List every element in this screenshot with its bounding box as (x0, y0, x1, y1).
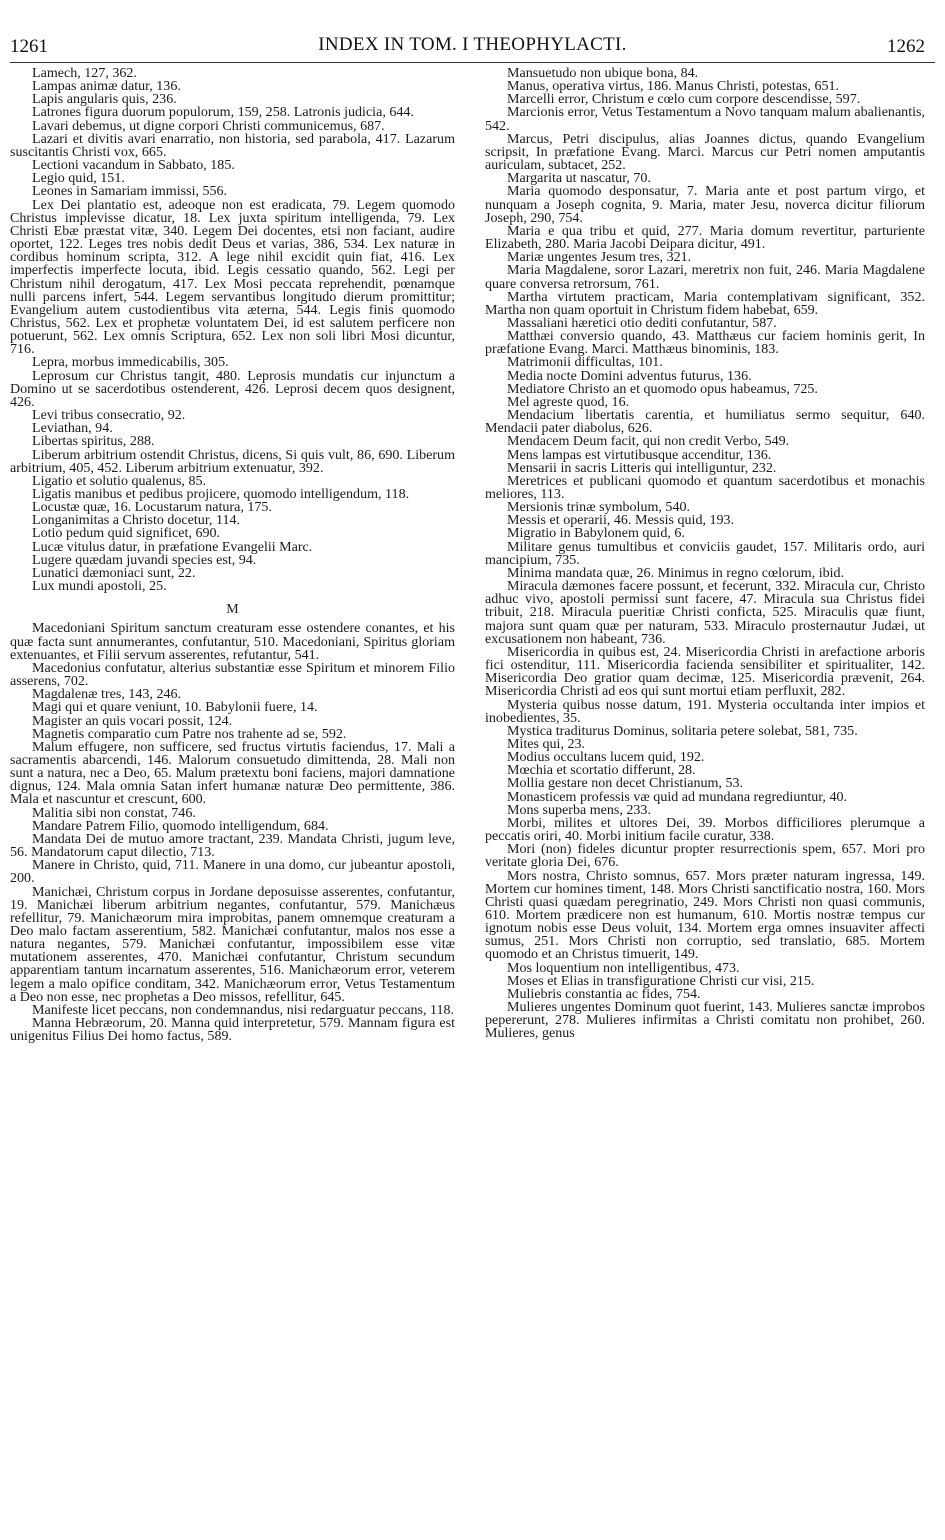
index-entry: Macedoniani Spiritum sanctum creaturam esse ostendere conantes, et his quæ facta sunt annumerantes, confutantur, 510. Macedoniani, Spiritus gloriam extenuantes, et Filii servum asserentes, refutantur, 541. (10, 620, 455, 663)
page-header (0, 32, 945, 58)
index-entry: Marcelli error, Christum e cœlo cum corpore descendisse, 597. (507, 91, 861, 108)
index-entry: Meretrices et publicani quomodo et quantum sacerdotibus et monachis meliores, 113. (485, 472, 925, 502)
index-entry: Lavari debemus, ut digne corpori Christi communicemus, 687. (32, 117, 385, 134)
index-entry: Mandare Patrem Filio, quomodo intelligendum, 684. (32, 817, 329, 834)
index-entry: Media nocte Domini adventus futurus, 136. (507, 367, 752, 384)
index-entry: Matrimonii difficultas, 101. (507, 354, 663, 371)
index-entry: Libertas spiritus, 288. (32, 433, 155, 450)
index-entry: Mariæ ungentes Jesum tres, 321. (507, 249, 692, 266)
index-entry: Mons superba mens, 233. (507, 801, 651, 818)
index-entry: Macedonius confutatur, alterius substantiæ esse Spiritum et minorem Filio asserens, 702. (10, 659, 455, 690)
index-entry: Migratio in Babylonem quid, 6. (507, 525, 685, 542)
index-entry: Liberum arbitrium ostendit Christus, dicens, Si quis vult, 86, 690. Liberum arbitrium, 405, 452. Liberum arbitrium extenuatur, 392. (10, 446, 455, 476)
index-entry: Manere in Christo, quid, 711. Manere in una domo, cur jubeantur apostoli, 200. (10, 857, 455, 887)
index-entry: Manna Hebræorum, 20. Manna quid interpretetur, 579. Mannam figura est unigenitus Filius Dei homo factus, 589. (10, 1015, 455, 1045)
index-entry: Monasticem professis væ quid ad mundana regrediuntur, 40. (507, 788, 848, 805)
index-entry: Mystica traditurus Dominus, solitaria petere solebat, 581, 735. (507, 722, 858, 739)
index-entry: Militare genus tumultibus et conviciis gaudet, 157. Militaris ordo, auri mancipium, 735. (485, 538, 925, 568)
index-entry: Matthæi conversio quando, 43. Matthæus cur faciem hominis gerit, In præfatione Evang. Marci. Matthæus binominis, 183. (485, 328, 925, 358)
index-entry: Lucæ vitulus datur, in præfatione Evangelii Marc. (32, 538, 313, 555)
index-entry: Ligatio et solutio qualenus, 85. (32, 472, 207, 489)
index-entry: Ligatis manibus et pedibus projicere, quomodo intelligendum, 118. (32, 486, 410, 502)
index-entry: Minima mandata quæ, 26. Minimus in regno cœlorum, ibid. (507, 564, 845, 581)
index-entry: Mens lampas est virtutibusque accenditur, 136. (507, 446, 772, 463)
index-entry: Moses et Elias in transfiguratione Christi cur visi, 215. (507, 972, 815, 989)
index-entry: Leones in Samariam immissi, 556. (32, 183, 228, 200)
index-entry: Mors nostra, Christo somnus, 657. Mors præter naturam ingressa, 149. Mortem cur homines timent, 148. Mors Christi sanctificatio nostra, 160. Mors Christi quasi quædam peregrinatio, 249. Mors Christi non quasi communis, 610. Mortem prædicere non est humanum, 610. Mortis nostræ tempus cur ignotum nobis esse Deus voluit, 134. Mortem erga omnes insuaviter affecti sumus, 251. Mors Christi non corruptio, sed translatio, 685. Mortem quomodo et an Christus timuerit, 149. (485, 867, 925, 963)
index-entry: Mansuetudo non ubique bona, 84. (507, 67, 699, 81)
index-entry: Lotio pedum quid significet, 690. (32, 525, 221, 542)
index-entry: Longanimitas a Christo docetur, 114. (32, 512, 241, 529)
index-entry: Mos loquentium non intelligentibus, 473. (507, 959, 740, 976)
index-entry: Maria Magdalene, soror Lazari, meretrix non fuit, 246. Maria Magdalene quare conversa retrorsum, 761. (485, 262, 925, 292)
index-entry: Mediatore Christo an et quomodo opus habeamus, 725. (507, 380, 818, 397)
index-entry: Lazari et divitis avari enarratio, non historia, sed parabola, 417. Lazarum suscitantis Christi vox, 665. (10, 130, 455, 160)
index-entry: Morbi, milites et ultores Dei, 39. Morbos difficiliores plerumque a peccatis oriri, 40. Morbi initium facile curatur, 338. (485, 814, 925, 845)
index-entry: Leprosum cur Christus tangit, 480. Leprosis mundatis cur injunctum a Domino ut se sacerdotibus ostenderent, 426. Leprosi decem quos designent, 426. (10, 367, 455, 410)
index-entry: Malum effugere, non sufficere, sed fructus virtutis faciendus, 17. Mali a sacramentis abarcendi, 146. Malorum consuetudo dimittenda, 28. Mali non sunt a natura, nec a Deo, 65. Malum prætextu boni faciens, majori damnatione dignus, 124. Mala omnia Satan infert humanæ naturæ Deo permittente, 386. Mala et nascuntur et crescunt, 600. (10, 738, 455, 808)
index-entry: Mersionis trinæ symbolum, 540. (507, 499, 691, 516)
index-entry: Mysteria quibus nosse datum, 191. Mysteria occultanda inter impios et inobedientes, 35. (485, 696, 925, 726)
index-entry: Magnetis comparatio cum Patre nos trahente ad se, 592. (32, 725, 347, 742)
index-entry: Lamech, 127, 362. (32, 67, 137, 81)
index-entry: Manichæi, Christum corpus in Jordane deposuisse asserentes, confutantur, 19. Manichæi liberum arbitrium negantes, confutantur, 579. Manichæus refellitur, 79. Manichæorum mira improbitas, panem omnemque creaturam a Deo malo factam asserentium, 582. Manichæi confutantur, malos nos esse a natura negantes, 579. Manichæi confutantur, impossibilem esse vitæ mutationem asserentes, 470. Manichæi confutantur, Christum secundum apparentiam tantum incarnatum asserentes, 516. Manichæorum error, veterem legem a malo opifice conditam, 342. Manichæorum error, Vetus Testamentum a Deo non esse, nec prophetas a Deo missos, refellitur, 645. (10, 883, 455, 1005)
index-entry: Miracula dæmones facere possunt, et fecerunt, 332. Miracula cur, Christo adhuc vivo, apostoli permissi sunt facere, 47. Miracula sua Christus fidei tribuit, 218. Miracula pueritiæ Christi conficta, 525. Miraculis quæ fiunt, majora sunt quam quæ per naturam, 533. Miraculo prosternautur Judæi, ut excusationem non habeant, 736. (485, 578, 925, 647)
index-entry: Lampas animæ datur, 136. (32, 78, 181, 95)
right-page-number: 1262 (887, 36, 925, 57)
index-entry: Massaliani hæretici otio dediti confutantur, 587. (507, 314, 777, 331)
index-entry: Mulieres ungentes Dominum quot fuerint, 143. Mulieres sanctæ improbos pepererunt, 278. Mulieres infirmitas a Christi comitatu non prohibet, 260. Mulieres, genus (485, 999, 925, 1042)
index-entry: Mensarii in sacris Litteris qui intelliguntur, 232. (507, 459, 777, 476)
index-entry: Mœchia et scortatio differunt, 28. (507, 762, 696, 779)
index-entry: Muliebris constantia ac fides, 754. (507, 985, 701, 1002)
index-entry: Magdalenæ tres, 143, 246. (32, 686, 182, 703)
index-entry: Manus, operativa virtus, 186. Manus Christi, potestas, 651. (507, 78, 840, 95)
left-column (10, 67, 455, 1535)
index-entry: Maria quomodo desponsatur, 7. Maria ante et post partum virgo, et nunquam a Joseph cognita, 9. Maria, mater Jesu, noverca dicitur filiorum Joseph, 290, 754. (485, 183, 925, 226)
index-entry: Mollia gestare non decet Christianum, 53. (507, 775, 744, 792)
index-entry: Malitia sibi non constat, 746. (32, 804, 196, 821)
index-entry: Lepra, morbus immedicabilis, 305. (32, 354, 229, 371)
index-entry: Marcus, Petri discipulus, alias Joannes dictus, quando Evangelium scripsit, In præfatione Evang. Marci. Marcus cur Petri nomen amputantis auriculam, subtacet, 252. (485, 130, 925, 174)
index-entry: Locustæ quæ, 16. Locustarum natura, 175. (32, 499, 272, 516)
index-entry: Messis et operarii, 46. Messis quid, 193. (507, 512, 735, 529)
index-entry: Mendacem Deum facit, qui non credit Verbo, 549. (507, 433, 790, 450)
index-entry: Mel agreste quod, 16. (507, 393, 630, 410)
index-entry: Lugere quædam juvandi species est, 94. (32, 551, 257, 568)
index-entry: Levi tribus consecratio, 92. (32, 407, 186, 424)
index-entry: Lunatici dæmoniaci sunt, 22. (32, 564, 196, 581)
index-entry: Lapis angularis quis, 236. (32, 91, 177, 108)
right-column (485, 67, 925, 1535)
index-entry: Modius occultans lucem quid, 192. (507, 749, 705, 766)
index-entry: Maria e qua tribu et quid, 277. Maria domum revertitur, parturiente Elizabeth, 280. Maria Jacobi Deipara dicitur, 491. (485, 222, 925, 253)
index-entry: Mendacium libertatis carentia, et humiliatus sermo sequitur, 640. Mendacii pater diabolus, 626. (485, 407, 925, 437)
index-entry: Mandata Dei de mutuo amore tractant, 239. Mandata Christi, jugum leve, 56. Mandatorum caput dilectio, 713. (10, 830, 455, 861)
index-entry: Marcionis error, Vetus Testamentum a Novo tanquam malum abalienantis, 542. (485, 104, 925, 134)
index-entry: Leviathan, 94. (32, 420, 113, 437)
index-entry: Latrones figura duorum populorum, 159, 258. Latronis judicia, 644. (32, 104, 414, 121)
running-title: INDEX IN TOM. I THEOPHYLACTI. (318, 34, 627, 55)
index-entry: Mites qui, 23. (507, 735, 586, 752)
index-entry: Martha virtutem practicam, Maria contemplativam significant, 352. Martha non quam oportuit in Christum fidem habebat, 659. (485, 288, 925, 318)
index-entry: Manifeste licet peccans, non condemnandus, nisi redarguatur peccans, 118. (32, 1001, 455, 1018)
index-entry: Magi qui et quare veniunt, 10. Babylonii fuere, 14. (32, 699, 318, 716)
header-rule (10, 62, 935, 63)
index-entry: Margarita ut nascatur, 70. (507, 170, 651, 187)
index-entry: Mori (non) fideles dicuntur propter resurrectionis spem, 657. Mori pro veritate gloria Dei, 676. (485, 841, 925, 871)
index-entry: Misericordia in quibus est, 24. Misericordia Christi in arefactione arboris fici ostenditur, 111. Misericordia facienda sensibiliter et spiritualiter, 142. Misericordia Deo gratior quam decimæ, 125. Misericordia prævenit, 264. Misericordia Christi ad eos qui sunt mortui etiam perfluxit, 282. (485, 643, 925, 700)
index-entry: Lex Dei plantatio est, adeoque non est eradicata, 79. Legem quomodo Christus implevisse dicatur, 18. Lex juxta spiritum intelligenda, 79. Lex Christi Ebæ præstat vitæ, 340. Legem Dei docentes, etsi non faciant, audire oportet, 122. Leges tres nobis dedit Deus et varias, 386, 534. Lex naturæ in cordibus hominum scripta, 312. A lege nihil excidit quin fiat, 416. Lex imperfectis imperfecte locuta, ibid. Legis cessatio quando, 562. Legi per Christum nihil derogatum, 417. Lex Mosi peccata reprehendit, pœnamque nulli parcens infert, 544. Legem servantibus longitudo dierum promittitur; Evangelium autem custodientibus vita æterna, 544. Legis finis quomodo Christus, 562. Lex et prophetæ voluntatem Dei, id est salutem perficere non potuerunt, 562. Lex omnis Scriptura, 652. Lex non soli libri Mosi dicuntur, 716. (10, 196, 455, 358)
left-page-number: 1261 (10, 36, 48, 57)
section-letter: M (226, 602, 239, 618)
index-entry: Lectioni vacandum in Sabbato, 185. (32, 157, 235, 174)
index-entry: Lux mundi apostoli, 25. (32, 578, 167, 595)
index-entry: Magister an quis vocari possit, 124. (32, 712, 233, 729)
index-entry: Legio quid, 151. (32, 170, 125, 187)
